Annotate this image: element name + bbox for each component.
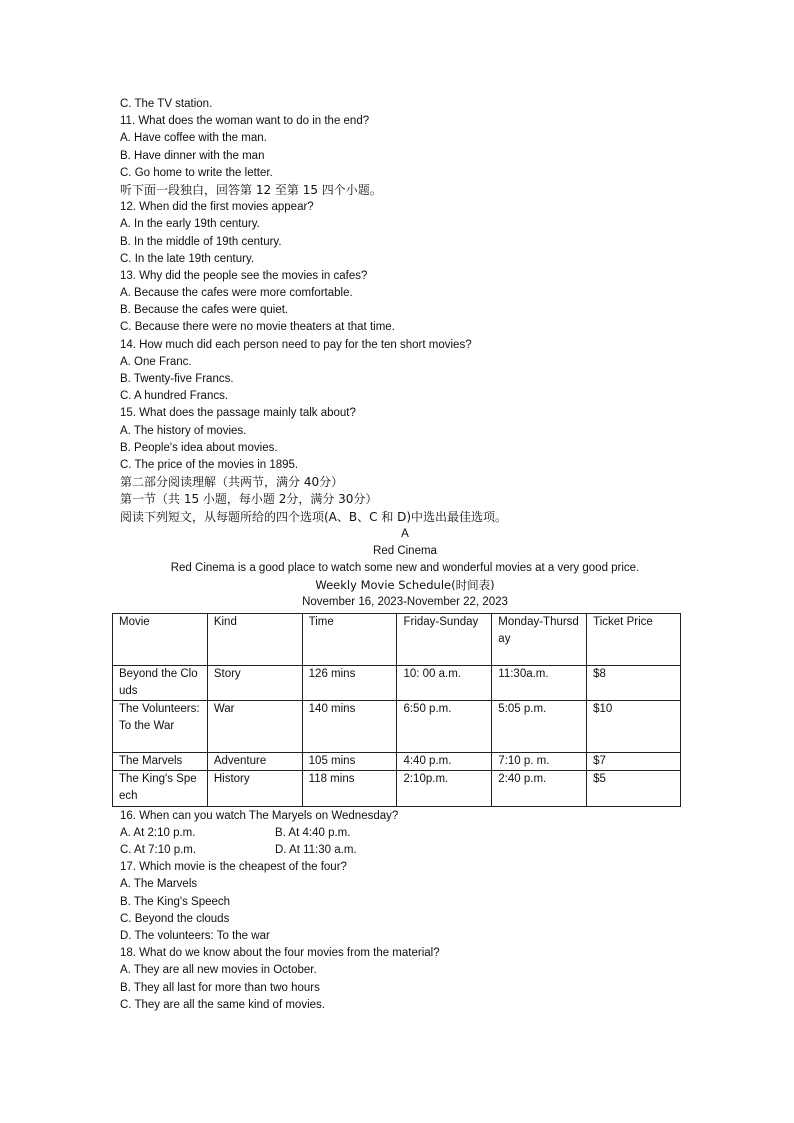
cell-time: 140 mins [302, 701, 397, 753]
table-row [113, 665, 681, 700]
table-header-row [113, 613, 681, 665]
schedule-dates: November 16, 2023-November 22, 2023 [302, 596, 508, 609]
answer-choice: C. The price of the movies in 1895. [120, 458, 299, 471]
cell-monday-thursday: 2:40 p.m. [492, 771, 587, 806]
table-row [113, 701, 681, 753]
answer-choice: B. Twenty-five Francs. [120, 373, 234, 385]
cell-time: 126 mins [302, 665, 397, 700]
question-12: 12. When did the first movies appear? [120, 201, 314, 214]
header-time: Time [302, 613, 397, 665]
answer-choice: A. Have coffee with the man. [120, 132, 267, 145]
answer-choice: C. In the late 19th century. [120, 252, 255, 265]
answer-row [120, 842, 690, 859]
cell-movie: The Marvels [113, 753, 208, 771]
question-18: 18. What do we know about the four movies from the material? [120, 947, 440, 960]
schedule-title: Weekly Movie Schedule(时间表) [315, 578, 495, 593]
cell-time: 105 mins [302, 753, 397, 771]
cell-kind: Story [207, 665, 302, 700]
cell-price: $5 [587, 771, 681, 806]
answer-choice: C. Beyond the clouds [120, 912, 230, 925]
cell-monday-thursday: 5:05 p.m. [492, 701, 587, 753]
answer-choice: B. Have dinner with the man [120, 149, 265, 162]
answer-choice: A. One Franc. [120, 355, 192, 368]
section1-instruction: 阅读下列短文，从每题所给的四个选项(A、B、C 和 D)中选出最佳选项。 [120, 509, 508, 524]
answer-choice: D. The volunteers: To the war [120, 929, 270, 942]
cell-friday-sunday: 4:40 p.m. [397, 753, 492, 771]
cell-price: $8 [587, 665, 681, 700]
answer-choice: A. Because the cafes were more comfortable. [120, 287, 353, 300]
question-16: 16. When can you watch The Maryels on Wednesday? [120, 809, 399, 822]
question-17: 17. Which movie is the cheapest of the four? [120, 861, 347, 874]
movie-schedule-table [112, 613, 681, 807]
answer-choice: A. The Marvels [120, 878, 198, 891]
answer-choice: C. Go home to write the letter. [120, 166, 273, 179]
answer-choice: D. At 11:30 a.m. [275, 844, 357, 857]
cell-kind: War [207, 701, 302, 753]
passage-title: Red Cinema [373, 544, 437, 557]
part2-heading: 第二部分阅读理解（共两节，满分 40分） [120, 475, 344, 490]
cell-monday-thursday: 7:10 p. m. [492, 753, 587, 771]
cell-kind: Adventure [207, 753, 302, 771]
cell-kind: History [207, 771, 302, 806]
answer-choice: B. At 4:40 p.m. [275, 826, 351, 839]
answer-choice: A. The history of movies. [120, 424, 247, 437]
answer-choice: A. They are all new movies in October. [120, 964, 317, 977]
passage-letter: A [401, 527, 409, 540]
answer-choice: A. In the early 19th century. [120, 218, 260, 231]
question-11: 11. What does the woman want to do in the end? [120, 115, 370, 128]
cell-movie: The King's Speech [113, 771, 208, 806]
header-movie: Movie [113, 613, 208, 665]
answer-choice: B. The King's Speech [120, 895, 231, 908]
answer-choice: B. People's idea about movies. [120, 441, 278, 454]
table-row [113, 771, 681, 806]
cell-friday-sunday: 10: 00 a.m. [397, 665, 492, 700]
answer-choice: C. A hundred Francs. [120, 390, 229, 403]
question-13: 13. Why did the people see the movies in cafes? [120, 269, 368, 282]
answer-choice: B. Because the cafes were quiet. [120, 304, 289, 317]
answer-row [120, 825, 690, 842]
question-14: 14. How much did each person need to pay for the ten short movies? [120, 338, 472, 351]
table-row [113, 753, 681, 771]
answer-choice: C. At 7:10 p.m. [120, 844, 197, 857]
answer-choice: B. They all last for more than two hours [120, 981, 320, 994]
answer-choice: C. They are all the same kind of movies. [120, 998, 325, 1011]
document-page [120, 96, 690, 1014]
answer-choice: B. In the middle of 19th century. [120, 235, 282, 248]
answer-choice: A. At 2:10 p.m. [120, 826, 196, 839]
answer-choice: C. The TV station. [120, 98, 213, 110]
header-friday-sunday: Friday-Sunday [397, 613, 492, 665]
cell-friday-sunday: 6:50 p.m. [397, 701, 492, 753]
cell-movie: The Volunteers: To the War [113, 701, 208, 753]
header-kind: Kind [207, 613, 302, 665]
header-monday-thursday: Monday-Thursday [492, 613, 587, 665]
cell-movie: Beyond the Clouds [113, 665, 208, 700]
question-15: 15. What does the passage mainly talk about? [120, 407, 356, 420]
passage-intro: Red Cinema is a good place to watch some new and wonderful movies at a very good price. [170, 562, 640, 575]
instruction-12-15: 听下面一段独白，回答第 12 至第 15 四个小题。 [120, 182, 382, 197]
cell-price: $10 [587, 701, 681, 753]
cell-monday-thursday: 11:30a.m. [492, 665, 587, 700]
cell-price: $7 [587, 753, 681, 771]
header-ticket-price: Ticket Price [587, 613, 681, 665]
cell-time: 118 mins [302, 771, 397, 806]
answer-choice: C. Because there were no movie theaters at that time. [120, 321, 395, 334]
cell-friday-sunday: 2:10p.m. [397, 771, 492, 806]
section1-heading: 第一节（共 15 小题，每小题 2分，满分 30分） [120, 492, 378, 507]
